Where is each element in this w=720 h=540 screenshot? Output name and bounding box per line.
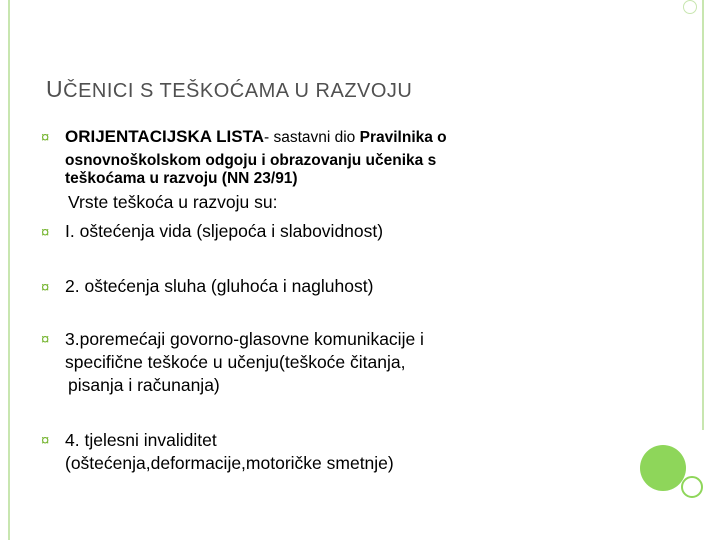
slide-title [46, 76, 412, 103]
bullet-icon: ¤ [41, 331, 50, 348]
bullet-1-line-3: teškoćama u razvoju (NN 23/91) [65, 170, 298, 187]
bullet-1-part2: Pravilnika o [359, 129, 447, 146]
title-rest: ČENICI S TEŠKOĆAMA U RAZVOJU [63, 80, 413, 102]
bullet-icon: ¤ [41, 129, 50, 146]
bullet-2-intro: Vrste teškoća u razvoju su: [68, 192, 278, 212]
bullet-icon: ¤ [41, 224, 50, 241]
bullet-5-text [65, 429, 394, 475]
bullet-5-line-1: 4. tjelesni invaliditet [65, 430, 217, 450]
bullet-4-line-2: specifične teškoće u učenju(teškoće čitanja, [65, 352, 406, 372]
bullet-4-line-3: pisanja i računanja) [68, 375, 220, 395]
bullet-3-text: 2. oštećenja sluha (gluhoća i nagluhost) [65, 276, 374, 296]
bullet-icon: ¤ [41, 432, 50, 449]
bullet-1-line-2: osnovnoškolskom odgoju i obrazovanju učenika s [65, 152, 437, 169]
bullet-2-text: I. oštećenja vida (sljepoća i slabovidnost) [65, 221, 384, 241]
decorative-circle-small [681, 476, 703, 498]
bullet-1-line-1 [65, 127, 447, 147]
title-first-letter: U [46, 76, 64, 102]
bullet-1-dash: - [263, 129, 274, 146]
bullet-icon: ¤ [41, 279, 50, 296]
decorative-circle-top [683, 0, 697, 14]
bullet-5-line-2: (oštećenja,deformacije,motoričke smetnje) [65, 453, 394, 473]
bullet-4-text [65, 328, 424, 397]
bullet-1-part1: sastavni dio [273, 129, 360, 146]
slide-border-right [702, 0, 704, 430]
bullet-4-line-1: 3.poremećaji govorno-glasovne komunikacije i [65, 329, 424, 349]
bullet-1-heading: ORIJENTACIJSKA LISTA [65, 127, 264, 146]
decorative-circle-large [640, 445, 686, 491]
bullet-1-continuation [65, 152, 436, 188]
slide-border-left [8, 0, 10, 540]
